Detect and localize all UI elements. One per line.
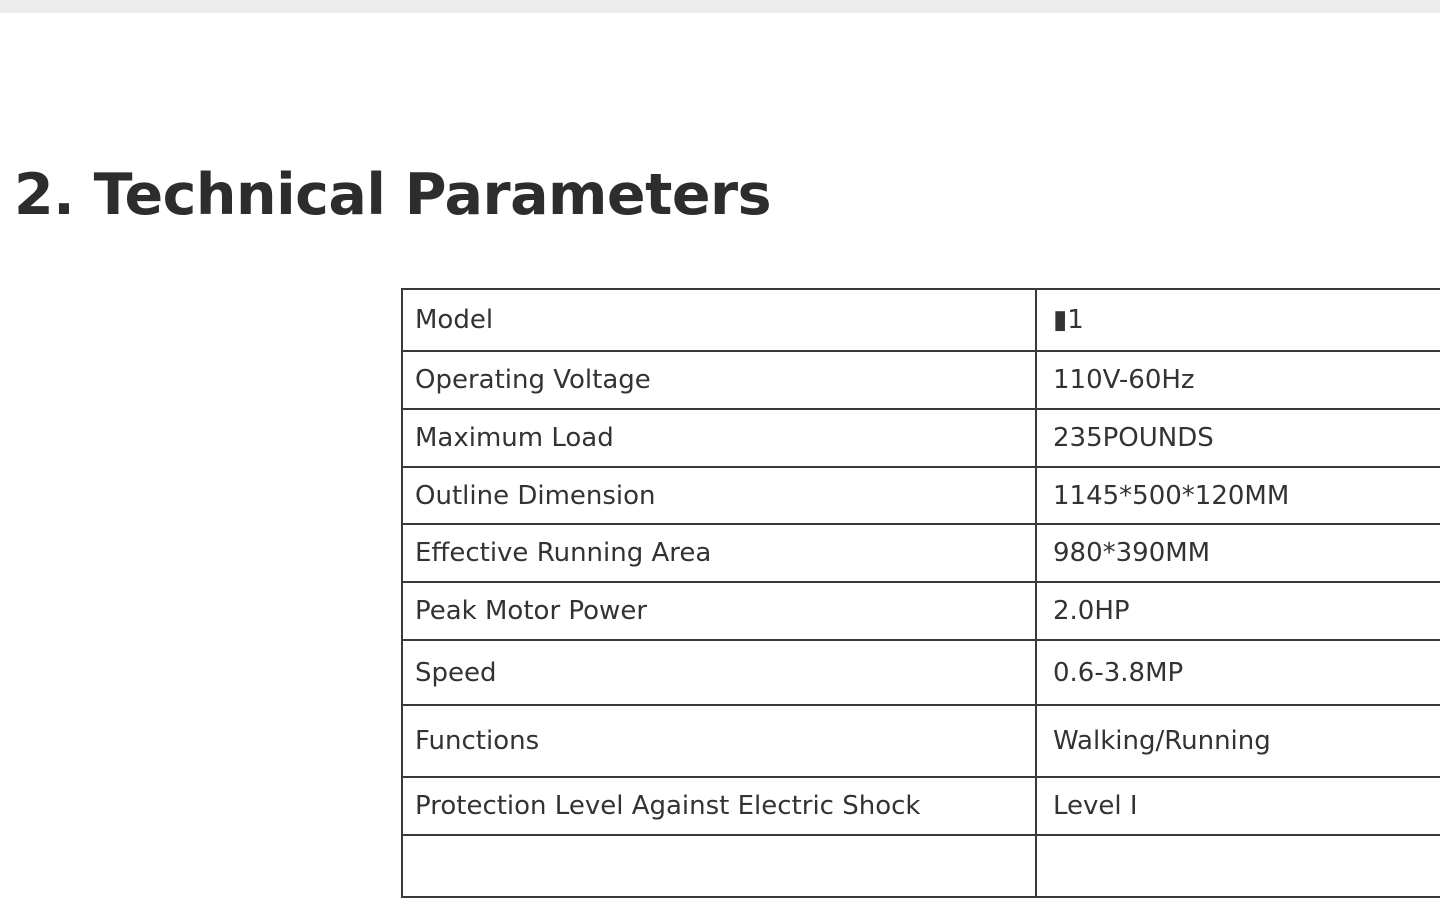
parameter-label: Protection Level Against Electric Shock — [402, 777, 1036, 835]
parameter-label — [402, 835, 1036, 897]
table-row — [402, 582, 1440, 640]
table-row — [402, 467, 1440, 524]
table-row — [402, 835, 1440, 897]
parameter-value: 1145*500*120MM — [1036, 467, 1440, 524]
parameter-value: 0.6-3.8MP — [1036, 640, 1440, 705]
parameter-label: Peak Motor Power — [402, 582, 1036, 640]
parameter-label: Outline Dimension — [402, 467, 1036, 524]
parameter-label: Maximum Load — [402, 409, 1036, 467]
top-scroll-strip — [0, 0, 1440, 13]
table-row — [402, 640, 1440, 705]
parameter-value: ▮1 — [1036, 289, 1440, 351]
parameter-value: Walking/Running — [1036, 705, 1440, 777]
parameter-value: Level Ⅰ — [1036, 777, 1440, 835]
table-row — [402, 777, 1440, 835]
parameter-value: 2.0HP — [1036, 582, 1440, 640]
technical-parameters-table — [401, 288, 1440, 898]
table-row — [402, 351, 1440, 409]
table-row — [402, 409, 1440, 467]
parameter-value: 980*390MM — [1036, 524, 1440, 582]
parameter-label: Effective Running Area — [402, 524, 1036, 582]
parameter-label: Model — [402, 289, 1036, 351]
parameter-label: Functions — [402, 705, 1036, 777]
table-row — [402, 705, 1440, 777]
parameter-value: 235POUNDS — [1036, 409, 1440, 467]
page-title: 2. Technical Parameters — [14, 162, 772, 228]
parameter-value: 110V-60Hz — [1036, 351, 1440, 409]
parameter-label: Operating Voltage — [402, 351, 1036, 409]
table-row — [402, 289, 1440, 351]
table-row — [402, 524, 1440, 582]
parameter-label: Speed — [402, 640, 1036, 705]
parameter-value — [1036, 835, 1440, 897]
